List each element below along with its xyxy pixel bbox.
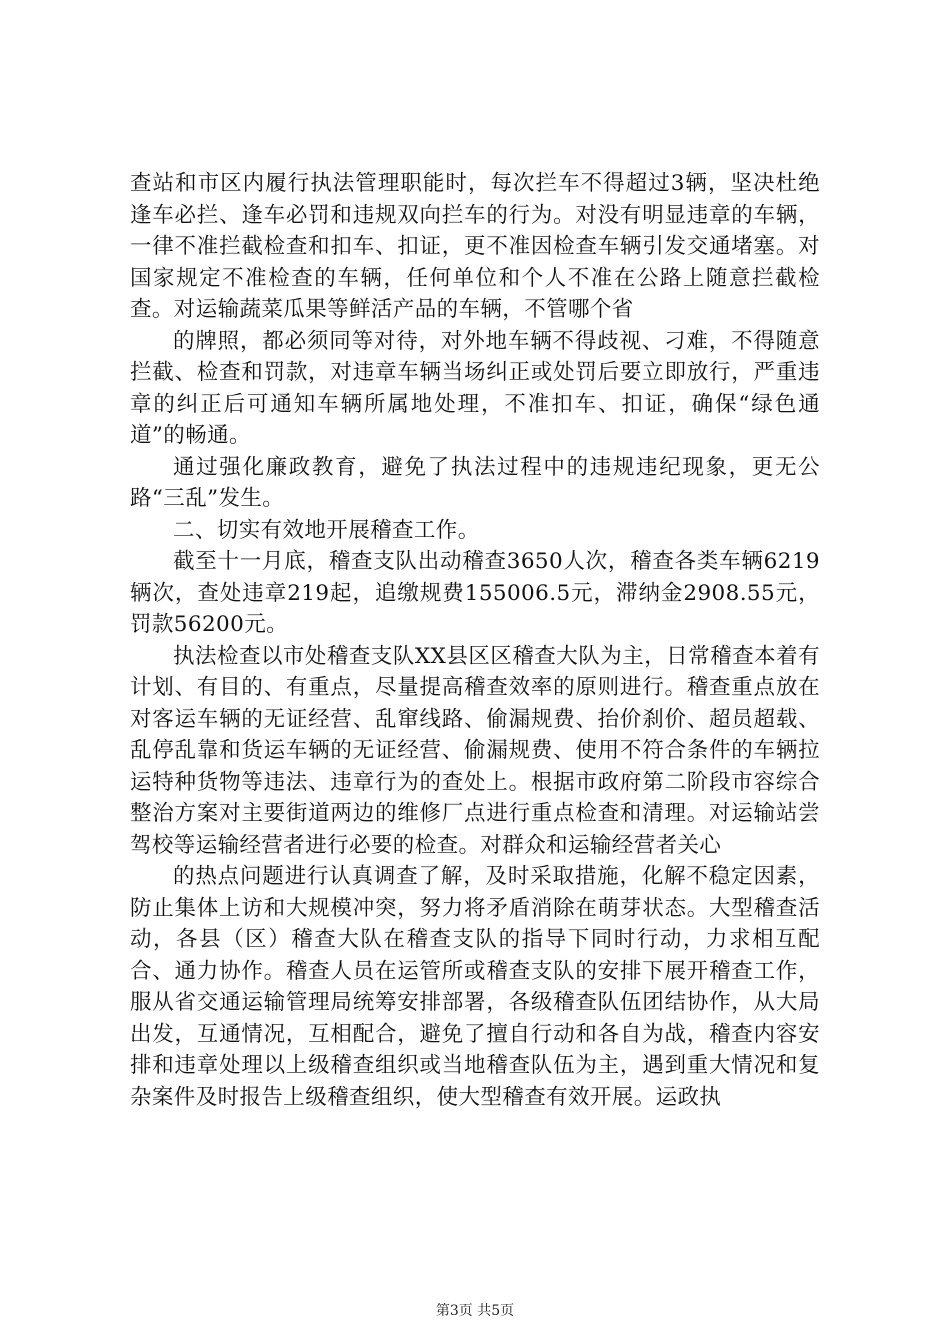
paragraph-1: 查站和市区内履行执法管理职能时，每次拦车不得超过3辆，坚决杜绝逢车必拦、逢车必罚和违规双向拦车的行为。对没有明显违章的车辆，一律不准拦截检查和扣车、扣证，更不准因检查车辆引发交通堵塞。对国家规定不准检查的车辆，任何单位和个人不准在公路上随意拦截检查。对运输蔬菜瓜果等鲜活产品的车辆，不管哪个省 bbox=[130, 171, 820, 322]
document-body bbox=[130, 168, 820, 1113]
paragraph-6: 执法检查以市处稽查支队XX县区区稽查大队为主，日常稽查本着有计划、有目的、有重点，尽量提高稽查效率的原则进行。稽查重点放在对客运车辆的无证经营、乱窜线路、偷漏规费、抬价刹价、超员超载、乱停乱靠和货运车辆的无证经营、偷漏规费、使用不符合条件的车辆拉运特种货物等违法、违章行为的查处上。根据市政府第二阶段市容综合整治方案对主要街道两边的维修厂点进行重点检查和清理。对运输站尝驾校等运输经营者进行必要的检查。对群众和运输经营者关心 bbox=[130, 643, 820, 858]
paragraph-3: 通过强化廉政教育，避免了执法过程中的违规违纪现象，更无公路“三乱”发生。 bbox=[130, 454, 820, 511]
paragraph-7: 的热点问题进行认真调查了解，及时采取措施，化解不稳定因素，防止集体上访和大规模冲突，努力将矛盾消除在萌芽状态。大型稽查活动，各县（区）稽查大队在稽查支队的指导下同时行动，力求相互配合、通力协作。稽查人员在运管所或稽查支队的安排下展开稽查工作，服从省交通运输管理局统筹安排部署，各级稽查队伍团结协作，从大局出发，互通情况，互相配合，避免了擅自行动和各自为战，稽查内容安排和违章处理以上级稽查组织或当地稽查队伍为主，遇到重大情况和复杂案件及时报告上级稽查组织，使大型稽查有效开展。运政执 bbox=[130, 864, 820, 1110]
page-number: 第3页 共5页 bbox=[435, 1303, 515, 1319]
section-heading: 二、切实有效地开展稽查工作。 bbox=[173, 517, 480, 543]
paragraph-2: 的牌照，都必须同等对待，对外地车辆不得歧视、刁难，不得随意拦截、检查和罚款，对违章车辆当场纠正或处罚后要立即放行，严重违章的纠正后可通知车辆所属地处理，不准扣车、扣证，确保“绿色通道”的畅通。 bbox=[130, 328, 820, 448]
paragraph-statistics: 截至十一月底，稽查支队出动稽查3650人次，稽查各类车辆6219辆次，查处违章219起，追缴规费155006.5元，滞纳金2908.55元，罚款56200元。 bbox=[130, 549, 820, 637]
page-footer bbox=[0, 1300, 950, 1320]
